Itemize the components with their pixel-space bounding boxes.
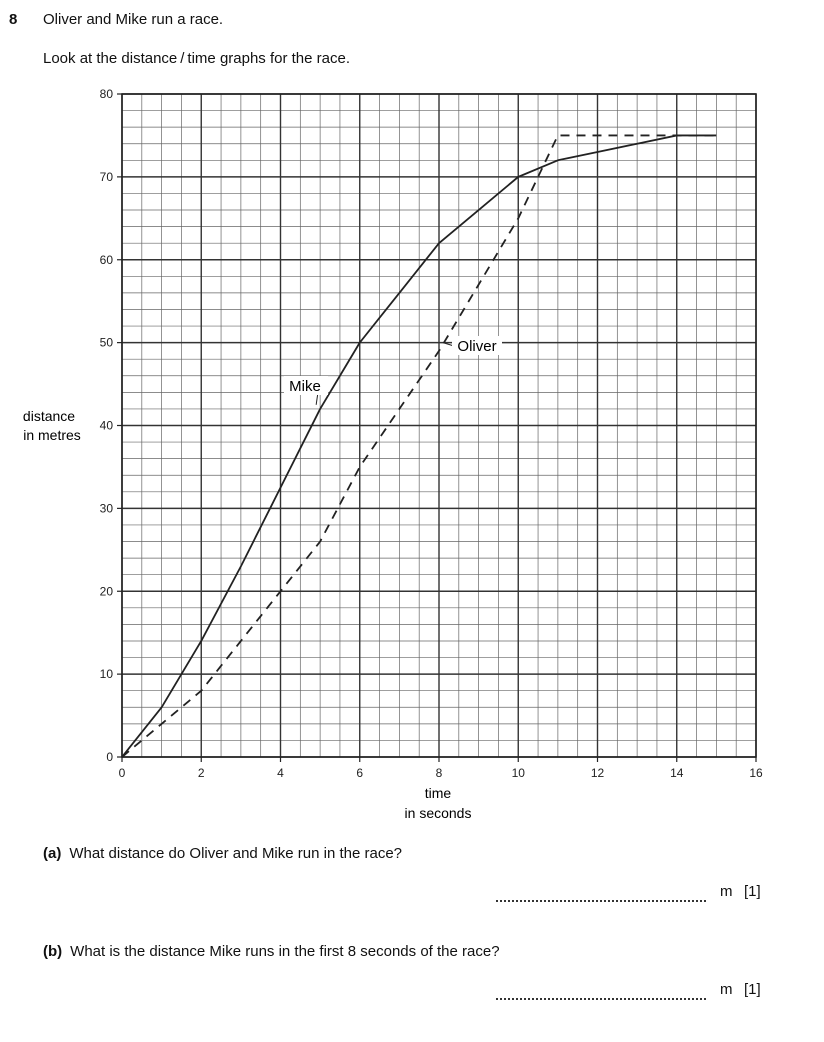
part-a-answer-line[interactable] [496, 883, 768, 905]
y-axis-label-line1: distance [22, 408, 76, 424]
x-axis-label-line1: time [424, 785, 452, 801]
part-b-question [43, 943, 500, 960]
series-label-mike-group [284, 376, 328, 395]
x-tick-label-2: 2 [197, 766, 205, 780]
x-tick-label-16: 16 [749, 766, 763, 780]
y-tick-label-20: 20 [99, 584, 113, 599]
part-a-text: What distance do Oliver and Mike run in the race? [69, 845, 403, 862]
y-tick-label-30: 30 [99, 501, 113, 516]
part-b-answer-dots[interactable] [496, 998, 706, 1000]
part-b-marks: [1] [744, 981, 761, 998]
y-axis-label-line2: in metres [23, 427, 81, 443]
question-text: Oliver and Mike run a race. [43, 11, 224, 28]
part-a-unit: m [720, 883, 733, 900]
y-tick-label-50: 50 [99, 335, 113, 350]
x-tick-label-0: 0 [118, 766, 126, 780]
part-b-text: What is the distance Mike runs in the first 8 seconds of the race? [70, 943, 500, 960]
part-a-label: (a) [43, 845, 62, 862]
x-tick-label-14: 14 [670, 766, 684, 780]
y-tick-label-10: 10 [99, 667, 113, 682]
x-tick-label-10: 10 [511, 766, 525, 780]
y-tick-label-60: 60 [99, 252, 113, 267]
question-intro: Look at the distance / time graphs for the race. [43, 50, 351, 67]
axes [117, 94, 756, 762]
x-tick-label-6: 6 [356, 766, 364, 780]
tick-labels [100, 87, 763, 780]
y-tick-label-70: 70 [99, 169, 113, 184]
x-tick-label-8: 8 [435, 766, 443, 780]
y-tick-label-0: 0 [106, 750, 113, 764]
x-axis-label-line2: in seconds [404, 805, 472, 821]
x-tick-label-4: 4 [277, 766, 284, 780]
y-tick-label-80: 80 [99, 87, 113, 101]
series-label-oliver: Oliver [457, 338, 497, 355]
part-b-answer-line[interactable] [496, 981, 768, 1003]
part-b-label: (b) [43, 943, 63, 960]
part-b-unit: m [720, 981, 733, 998]
series-label-oliver-group [452, 336, 502, 355]
part-a-answer-dots[interactable] [496, 900, 706, 902]
y-tick-label-40: 40 [99, 418, 113, 433]
series-label-mike: Mike [289, 378, 321, 395]
part-a-question [43, 845, 402, 862]
part-a-marks: [1] [744, 883, 761, 900]
x-tick-label-12: 12 [590, 766, 605, 780]
question-number: 8 [9, 11, 18, 28]
